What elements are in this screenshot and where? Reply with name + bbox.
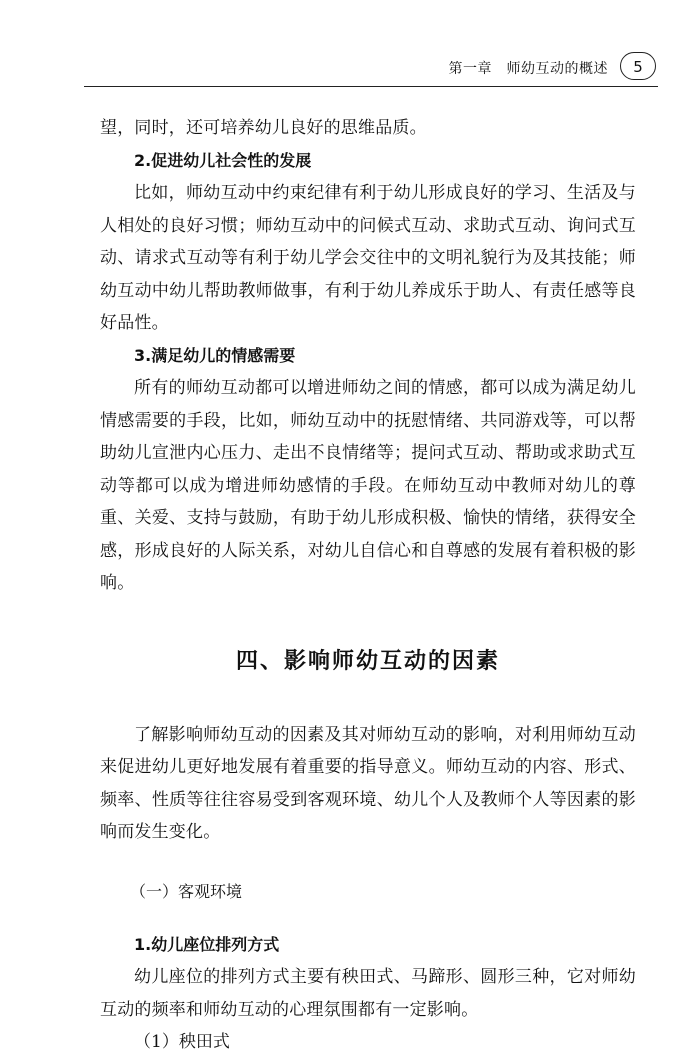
page-body: [100, 112, 636, 1059]
header-rule: [84, 86, 658, 87]
paragraph: 望，同时，还可培养幼儿良好的思维品质。: [100, 118, 427, 138]
paragraph: 幼儿座位的排列方式主要有秧田式、马蹄形、圆形三种，它对师幼互动的频率和师幼互动的心理氛围都有一定影响。: [100, 967, 636, 1020]
subheading: 3.满足幼儿的情感需要: [134, 345, 296, 365]
subheading: 2.促进幼儿社会性的发展: [134, 150, 312, 170]
list-item: （1）秧田式: [134, 1032, 230, 1052]
section-title: 四、影响师幼互动的因素: [235, 648, 500, 674]
paragraph: 所有的师幼互动都可以增进师幼之间的情感，都可以成为满足幼儿情感需要的手段，比如，师幼互动中的抚慰情绪、共同游戏等，可以帮助幼儿宣泄内心压力、走出不良情绪等；提问式互动、帮助或求助式互动等都可以成为增进师幼感情的手段。在师幼互动中教师对幼儿的尊重、关爱、支持与鼓励，有助于幼儿形成积极、愉快的情绪，获得安全感，形成良好的人际关系，对幼儿自信心和自尊感的发展有着积极的影响。: [100, 378, 636, 593]
page-number: 5: [620, 52, 656, 80]
subheading: 1.幼儿座位排列方式: [134, 934, 280, 954]
paragraph: 了解影响师幼互动的因素及其对师幼互动的影响，对利用师幼互动来促进幼儿更好地发展有着重要的指导意义。师幼互动的内容、形式、频率、性质等往往容易受到客观环境、幼儿个人及教师个人等因素的影响而发生变化。: [100, 724, 636, 842]
paragraph: 比如，师幼互动中约束纪律有利于幼儿形成良好的学习、生活及与人相处的良好习惯；师幼互动中的问候式互动、求助式互动、询问式互动、请求式互动等有利于幼儿学会交往中的文明礼貌行为及其技能；师幼互动中幼儿帮助教师做事，有利于幼儿养成乐于助人、有责任感等良好品性。: [100, 183, 636, 333]
page-header: [0, 0, 700, 90]
running-title: 第一章 师幼互动的概述: [448, 61, 608, 77]
subsection-heading: （一）客观环境: [130, 881, 243, 901]
